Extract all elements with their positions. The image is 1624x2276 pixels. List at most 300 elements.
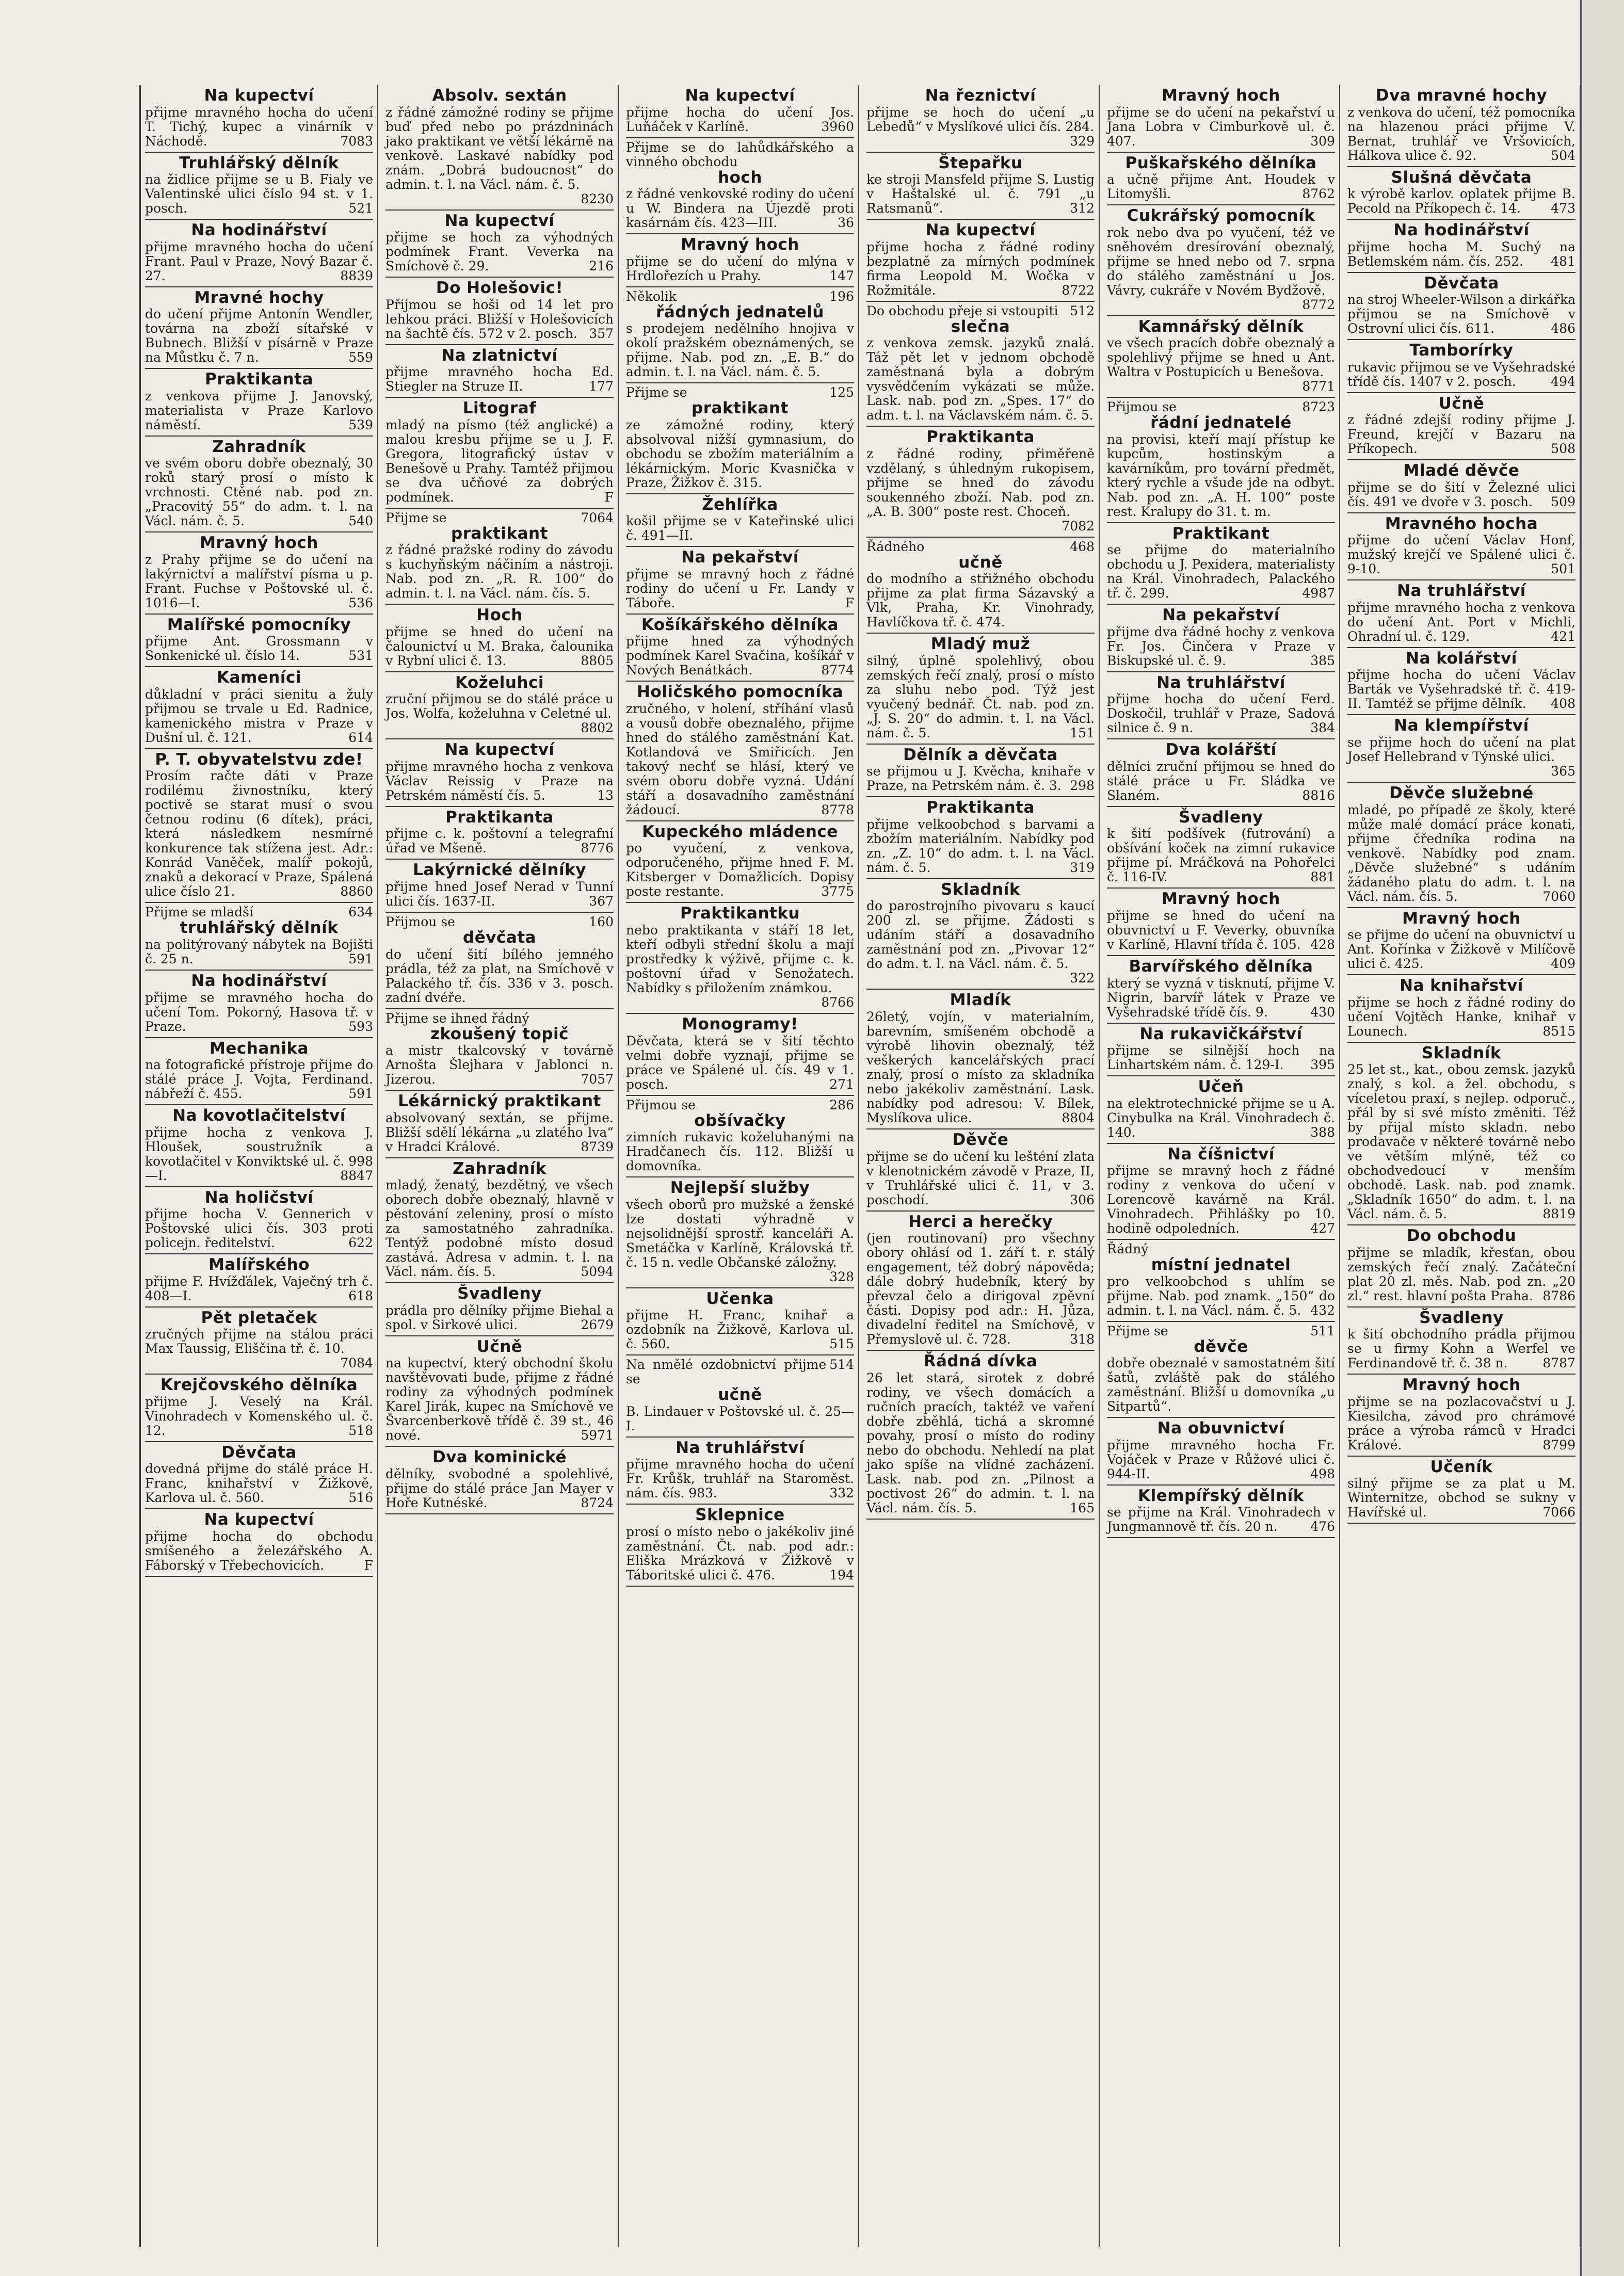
ad-body	[1347, 360, 1575, 389]
classified-ad	[866, 302, 1095, 427]
ad-heading: Tamborírky	[1409, 341, 1514, 360]
ad-body	[145, 1327, 373, 1370]
ad-text: absolvovaný sextán, se přijme. Bližší sdělí lékárna „u zlatého lva“ v Hradci Králové.	[385, 1110, 614, 1154]
ad-intro	[626, 1098, 854, 1112]
classified-ad	[626, 903, 854, 1014]
ad-text: přijme c. k. poštovní a telegrafní úřad ve Mšeně.	[385, 826, 614, 856]
classified-ad	[1347, 1308, 1575, 1375]
ad-intro-text: Řádného	[866, 539, 925, 554]
ad-intro-text: Přijme se do lahůdkářského a vinného obchodu	[626, 139, 854, 169]
ad-intro	[866, 304, 1095, 318]
ad-number: 432	[1310, 1302, 1335, 1318]
ad-heading: Lékárnický praktikant	[398, 1092, 601, 1111]
classified-ad	[626, 383, 854, 494]
ad-heading: Mravný hoch	[681, 235, 799, 254]
classified-ad	[1347, 648, 1575, 716]
ad-body	[385, 230, 614, 273]
classified-ad	[626, 1438, 854, 1505]
ad-number: 8230	[581, 191, 614, 206]
ad-number: 194	[829, 1567, 854, 1583]
classified-ad	[145, 615, 373, 668]
classified-ad	[145, 532, 373, 615]
classified-ad	[385, 739, 614, 807]
ad-number: 147	[829, 268, 854, 283]
ad-text: do učení šití bílého jemného prádla, též za plat, na Smíchově v Palackého tř. čís. 336 v 3. posch. zadní dvéře.	[385, 946, 614, 1005]
ad-heading: Na holičství	[204, 1188, 314, 1207]
classified-ad	[1107, 523, 1335, 605]
ad-number: 408	[1551, 696, 1575, 712]
ad-number: 177	[589, 379, 614, 394]
ad-body	[1347, 187, 1575, 216]
ad-body	[1107, 692, 1335, 735]
ad-body	[866, 172, 1095, 216]
ad-number: 7084	[340, 1355, 373, 1371]
classified-ad	[1107, 205, 1335, 316]
ad-number: 591	[348, 951, 373, 967]
classified-ad	[385, 807, 614, 860]
ad-text: zimních rukavic koželuhanými na Hradčanech čís. 112. Bližší u domovníka.	[626, 1129, 854, 1174]
ad-body	[1347, 413, 1575, 456]
ad-body	[385, 1303, 614, 1332]
ad-text: k výrobě karlov. oplatek přijme B. Pecold na Příkopech č. 14.	[1347, 186, 1575, 216]
ad-text: přijme se mravného hocha do učení Tom. Pokorný, Hasova tř. v Praze.	[145, 990, 373, 1034]
ad-body	[385, 1467, 614, 1510]
classified-ad	[1107, 1076, 1335, 1144]
column-2	[381, 85, 619, 2247]
ad-text: přijme hocha z venkova J. Hloušek, soustružník a kovotlačitel v Konviktské ul. č. 998—I.	[145, 1124, 373, 1183]
ad-number: 8766	[821, 995, 854, 1010]
classified-ad	[1347, 715, 1575, 783]
classified-ad	[1107, 956, 1335, 1024]
ad-heading: Na obuvnictví	[1157, 1419, 1285, 1438]
ad-number: 8724	[581, 1495, 614, 1510]
ad-body	[866, 899, 1095, 986]
classified-ad	[1107, 85, 1335, 153]
ad-text: přijme se do učení na pekařství u Jana Lobra v Cimburkově ul. č. 407.	[1107, 104, 1335, 149]
ad-heading: Mladé děvče	[1403, 461, 1520, 480]
ad-body	[1347, 293, 1575, 336]
ad-heading: Zahradník	[453, 1159, 546, 1178]
ad-heading: Děvčata	[221, 1443, 297, 1462]
ad-text: a učně přijme Ant. Houdek v Litomyšli.	[1107, 172, 1335, 202]
ad-body	[1347, 1327, 1575, 1370]
ad-heading: Štepařku	[938, 153, 1023, 172]
ad-text: ze zámožné rodiny, který absolvoval nižší gymnasium, do obchodu se zbožím materiálním a lékárnickým. Moric Kvasnička v Praze, Žižkov č. 315.	[626, 417, 854, 490]
ad-body	[145, 1207, 373, 1250]
ad-intro-text: Do obchodu přeje si vstoupiti	[866, 303, 1058, 318]
ad-number: 7060	[1542, 889, 1575, 904]
ad-heading: Truhlářský dělník	[179, 153, 339, 172]
classified-ad	[385, 345, 614, 398]
classified-ad	[1347, 1043, 1575, 1226]
ad-heading: Kameníci	[217, 668, 301, 687]
ad-number: 501	[1551, 561, 1575, 577]
ad-heading: Děvče	[952, 1131, 1009, 1150]
ad-heading: Kupeckého mládence	[642, 822, 838, 841]
ad-number: 8515	[1542, 1023, 1575, 1039]
ad-intro-text: Na nmělé ozdobnictví přijme se	[626, 1357, 827, 1387]
ad-text: který se vyzná v tisknutí, přijme V. Nigrin, barvíř látek v Praze ve Vyšehradské třídě čís. 9.	[1107, 975, 1335, 1020]
ad-number: 7066	[1542, 1505, 1575, 1520]
ad-number: 385	[1310, 653, 1335, 668]
ad-number: 298	[1070, 778, 1095, 794]
ad-body	[385, 298, 614, 341]
ad-text: se přijme do materialního obchodu u J. Pexidera, materialisty na Král. Vinohradech, Palackého tř. č. 299.	[1107, 542, 1335, 601]
ad-number: 614	[348, 730, 373, 745]
classified-ad	[866, 220, 1095, 302]
ad-heading: Na číšnictví	[1167, 1144, 1275, 1164]
ad-body	[1107, 172, 1335, 201]
ad-heading: Zahradník	[212, 437, 306, 456]
classified-ad	[145, 749, 373, 903]
classified-ad	[866, 538, 1095, 634]
ad-number: 8847	[340, 1168, 373, 1183]
ad-intro	[145, 905, 373, 919]
ad-text: se přijme hoch do učení na plat Josef Hellebrand v Týnské ulici.	[1347, 735, 1575, 765]
classified-ad	[626, 1288, 854, 1356]
classified-ad	[626, 287, 854, 384]
ad-heading: Na pekařství	[681, 548, 799, 567]
ad-number: 319	[1070, 860, 1095, 875]
ad-text: mladý, ženatý, bezdětný, ve všech oborech dobře obeznalý, hlavně v pěstování zeleniny, prosí o místo za samostatného zahradníka. Tentýž podobné místo dosud zastává. Adresa v admin. t. l. na Václ. nám. čís. 5.	[385, 1177, 614, 1280]
ad-number: 481	[1551, 253, 1575, 269]
classified-ad	[385, 913, 614, 1009]
classified-ad	[1107, 1024, 1335, 1077]
classified-ad	[1107, 672, 1335, 740]
classified-ad	[385, 605, 614, 672]
ad-body	[626, 1034, 854, 1092]
ad-heading: Na hodinářství	[191, 221, 327, 240]
classified-ad	[145, 1038, 373, 1106]
ad-heading: Praktikant	[1172, 524, 1270, 543]
ad-number: 428	[1310, 937, 1335, 953]
ad-intro-text: Několik	[626, 288, 677, 304]
ad-intro-text: Přijme se	[626, 385, 687, 400]
ad-heading: Malířské pomocníky	[167, 615, 351, 634]
classified-ad	[385, 85, 614, 211]
ad-heading: Dva kolářští	[1165, 740, 1277, 760]
ad-text: rok nebo dva po vyučení, též ve sněhovém dresírování obeznalý, přijme se hned nebo od 7. srpna do stálého zaměstnání u Jos. Vávry, cukráře v Novém Bydžově.	[1107, 224, 1335, 298]
ad-number: 468	[1070, 539, 1095, 554]
ad-heading: Na kolářství	[1406, 649, 1517, 668]
ad-body	[385, 827, 614, 855]
classified-ad	[145, 220, 373, 287]
ad-number: 8839	[340, 268, 373, 283]
classified-ad	[385, 672, 614, 740]
ad-number: 494	[1551, 374, 1575, 389]
ad-heading: Na kupectví	[685, 86, 795, 105]
ad-body	[626, 841, 854, 899]
ad-number: 3775	[821, 884, 854, 899]
ad-number: 591	[348, 1086, 373, 1102]
ad-heading: Na kupectví	[204, 1510, 314, 1529]
ad-body	[385, 760, 614, 803]
ad-number: 2679	[581, 1317, 614, 1332]
ad-body	[626, 923, 854, 1010]
ad-heading: Učně	[476, 1337, 523, 1356]
classified-ad	[1107, 1240, 1335, 1322]
ad-heading: hoch	[718, 168, 762, 187]
ad-body	[866, 764, 1095, 793]
ad-body	[1107, 1356, 1335, 1414]
ad-number: 3960	[821, 119, 854, 134]
classified-ad	[385, 1447, 614, 1514]
ad-number: 539	[348, 417, 373, 432]
ad-heading: učně	[718, 1385, 762, 1405]
ad-intro	[626, 289, 854, 304]
ad-body	[1107, 976, 1335, 1020]
ad-text: zručných přijme na stálou práci Max Taussig, Eliščina tř. č. 10.	[145, 1327, 373, 1357]
ad-body	[1107, 105, 1335, 149]
ad-text: košil přijme se v Kateřinské ulici č. 491—II.	[626, 513, 854, 543]
ad-heading: Na truhlářství	[676, 1438, 805, 1457]
ad-heading: Na rukavičkářství	[1139, 1024, 1303, 1043]
ad-body	[1347, 105, 1575, 163]
ad-text: na elektrotechnické přijme se u A. Cinybulka na Král. Vinohradech č. 140.	[1107, 1095, 1335, 1140]
classified-ad	[1347, 783, 1575, 908]
ad-text: po vyučení, z venkova, odporučeného, přijme hned F. M. Kitsberger v Domažlicích. Dopisy poste restante.	[626, 841, 854, 899]
ad-number: 473	[1551, 201, 1575, 216]
ad-body	[385, 692, 614, 735]
ad-number: 329	[1070, 133, 1095, 149]
ad-body	[1107, 1505, 1335, 1534]
ad-text: přijme se mravný hoch z řádné rodiny do učení u Fr. Landy v Táboře.	[626, 566, 854, 610]
ad-body	[626, 1308, 854, 1351]
ad-body	[1107, 827, 1335, 884]
classified-ad	[1107, 316, 1335, 398]
classified-ad	[145, 903, 373, 971]
classified-ad	[145, 971, 373, 1038]
classified-ad	[626, 1177, 854, 1288]
ad-intro-text: Přijme se	[1107, 1323, 1168, 1338]
ad-number: 388	[1310, 1124, 1335, 1140]
ad-heading: Řádná dívka	[923, 1352, 1038, 1371]
ad-number: 196	[829, 288, 854, 304]
ad-heading: Do Holešovic!	[436, 279, 564, 298]
ad-body	[1347, 480, 1575, 509]
ad-text: na židlice přijme se u B. Fialy ve Valentinské ulici číslo 94 st. v 1. posch.	[145, 172, 373, 216]
ad-text: pro velkoobchod s uhlím se přijme. Nab. pod znamk. „150“ do admin. t. l. na Václ. nám. č. 5.	[1107, 1273, 1335, 1318]
ad-body	[1107, 336, 1335, 394]
classified-ad	[385, 211, 614, 278]
ad-intro	[626, 1358, 854, 1386]
classified-ad	[866, 745, 1095, 798]
ad-heading: Děvče služebné	[1389, 784, 1534, 803]
ad-text: z Prahy přijme se do učení na lakýrnictví a malířství písma u p. Frant. Fuchse v Poštovské ul. č. 1016—I.	[145, 552, 373, 610]
ad-number: 508	[1551, 441, 1575, 457]
ad-number: 593	[348, 1019, 373, 1034]
ad-number: 881	[1310, 869, 1335, 885]
ad-heading: Na hodinářství	[1393, 221, 1530, 240]
ad-body	[1347, 601, 1575, 644]
ad-number: 5094	[581, 1264, 614, 1280]
ad-text: přijme se mravný hoch z řádné rodiny z venkova do učení v Lorencově kavárně na Král. Vinohradech. Přihlášky po 10. hodině odpoledních.	[1107, 1163, 1335, 1236]
ad-heading: Mechanika	[210, 1039, 309, 1058]
ad-text: a mistr tkalcovský v továrně Arnošta Šlejhara v Jablonci n. Jizerou.	[385, 1043, 614, 1087]
ad-heading: děvčata	[463, 928, 536, 947]
ad-heading: Krejčovského dělníka	[160, 1376, 358, 1395]
ad-number: 160	[589, 914, 614, 930]
ad-intro	[1107, 1242, 1335, 1256]
ad-heading: Pět pletaček	[201, 1308, 317, 1327]
ad-number: 125	[829, 385, 854, 400]
classified-ad	[1107, 1418, 1335, 1486]
ad-heading: Dva kominické	[432, 1448, 567, 1467]
ad-heading: Cukrářský pomocník	[1127, 206, 1315, 225]
classified-ad	[626, 1355, 854, 1438]
ad-body	[145, 1529, 373, 1573]
classified-ad	[626, 547, 854, 615]
ad-heading: Švadleny	[457, 1284, 542, 1303]
ad-body	[626, 1130, 854, 1173]
ad-heading: Na truhlářství	[1156, 673, 1285, 692]
ad-heading: Monogramy!	[682, 1015, 798, 1034]
ad-heading: Skladník	[1422, 1043, 1501, 1062]
ad-body	[145, 1462, 373, 1505]
classified-ad	[866, 797, 1095, 879]
ad-text: přijme mravného hocha z venkova Václav Reissig v Praze na Petrském náměstí čís. 5.	[385, 758, 614, 803]
ad-text: přijme hocha do obchodu smíšeného a železářského A. Fáborský v Třebechovicích.	[145, 1528, 373, 1573]
column-3	[622, 85, 859, 2247]
ad-body	[1107, 1164, 1335, 1236]
classified-ad	[145, 85, 373, 153]
ad-body	[145, 1125, 373, 1183]
ad-text: prosí o místo nebo o jakékoliv jiné zaměstnání. Čt. nab. pod adr.: Eliška Mrázková v Žižkově v Táboritské ulici č. 476.	[626, 1524, 854, 1583]
ad-body	[1347, 1062, 1575, 1221]
ad-number: 421	[1551, 628, 1575, 644]
ad-body	[1107, 543, 1335, 601]
ad-text: přijme mravného hocha do učení Frant. Paul v Praze, Nový Bazar č. 27.	[145, 239, 373, 283]
ad-number: 514	[829, 1357, 854, 1373]
ad-intro-text: Přijme se ihned řádný	[385, 1010, 529, 1026]
ad-body	[145, 172, 373, 216]
ad-body	[626, 1525, 854, 1583]
ad-heading: Barvířského dělníka	[1129, 957, 1313, 976]
ad-heading: Sklepnice	[695, 1506, 785, 1525]
classified-ad	[145, 369, 373, 437]
ad-heading: Na řeznictví	[925, 86, 1036, 105]
ad-body	[626, 1457, 854, 1500]
ad-number: F	[845, 595, 854, 610]
ad-text: přijme se na pozlacovačství u J. Kiesilcha, závod pro chrámové práce a výroba rámců v Hradci Králové.	[1347, 1394, 1575, 1452]
ad-text: přijme hocha M. Suchý na Betlemském nám. čís. 252.	[1347, 239, 1575, 269]
ad-text: přijme mravného hocha Fr. Vojáček v Praze v Růžové ulici č. 944-II.	[1107, 1437, 1335, 1481]
ad-body	[1347, 803, 1575, 904]
ad-text: z řádné pražské rodiny do závodu s kuchyňským náčiním a nástroji. Nab. pod zn. „R. R. 100“ do admin. t. l. na Václ. nám. čís. 5.	[385, 542, 614, 601]
ad-body	[626, 567, 854, 610]
classified-ad	[626, 85, 854, 138]
ad-number: 511	[1310, 1323, 1335, 1338]
ad-text: přijme se hoch za výhodných podmínek Frant. Veverka na Smíchově č. 29.	[385, 230, 614, 274]
ad-heading: učně	[958, 553, 1003, 572]
ad-body	[145, 991, 373, 1034]
ad-heading: Na pekařství	[1162, 606, 1280, 625]
ad-text: na fotografické přístroje přijme do stálé práce J. Vojta, Ferdinand. nábřeží č. 455.	[145, 1057, 373, 1102]
ad-body	[866, 1371, 1095, 1515]
ad-heading: Klempířský dělník	[1138, 1486, 1304, 1505]
ad-heading: Mravný hoch	[1402, 909, 1521, 928]
ad-intro	[626, 140, 854, 169]
ad-body	[1107, 432, 1335, 519]
ad-body	[866, 105, 1095, 149]
classified-ad	[385, 1336, 614, 1447]
ad-body	[145, 687, 373, 745]
ad-text: přijme hocha do učení Jos. Luňáček v Karlíně.	[626, 104, 854, 134]
ad-number: 286	[829, 1097, 854, 1112]
ad-text: zručného, v holení, stříhání vlasů a vousů dobře obeznalého, přijme hned do stálého zaměstnání Kat. Kotlandová ve Smiřicích. Jen takový nechť se hlásí, který ve svém oboru dobře vyzná. Udání stáří a dosavadního zaměstnání žádoucí.	[626, 701, 854, 817]
ad-text: se přijme do učení na obuvnictví u Ant. Kořínka v Žižkově v Milíčově ulici č. 425.	[1347, 927, 1575, 972]
ad-body	[626, 634, 854, 677]
ad-text: z řádné rodiny, přiměřeně vzdělaný, s úhledným rukopisem, přijme se hned do závodu soukenného zboží. Nab. pod zn. „A. B. 300“ poste rest. Choceň.	[866, 446, 1095, 519]
ad-number: 8776	[581, 841, 614, 856]
ad-text: z venkova přijme J. Janovský, materialista v Praze Karlovo náměstí.	[145, 388, 373, 432]
ad-number: 332	[829, 1486, 854, 1501]
classified-ad	[145, 1105, 373, 1187]
ad-body	[1107, 1274, 1335, 1318]
ad-text: ve všech pracích dobře obeznalý a spolehlivý přijme se hned u Ant. Waltra v Postupicích u Benešova.	[1107, 335, 1335, 380]
ad-body	[145, 456, 373, 528]
ad-number: 395	[1310, 1057, 1335, 1073]
classified-ad	[1347, 340, 1575, 393]
classified-ad	[626, 821, 854, 903]
classified-ad	[385, 1009, 614, 1091]
ad-number: 540	[348, 513, 373, 529]
ad-text: důkladní v práci sienitu a žuly přijmou se trvale u Ed. Radnice, kamenického mistra v Praze v Dušní ul. č. 121.	[145, 686, 373, 745]
ad-heading: Děvčata	[1424, 273, 1499, 293]
ad-body	[145, 307, 373, 365]
ad-heading: Mravný hoch	[1162, 86, 1280, 105]
ad-number: 322	[1070, 971, 1095, 986]
ad-body	[385, 365, 614, 394]
classified-ad	[866, 990, 1095, 1129]
ad-heading: Na kovotlačitelství	[172, 1106, 346, 1125]
classified-ad	[385, 860, 614, 913]
ad-number: 8723	[1302, 399, 1335, 415]
ad-body	[866, 336, 1095, 423]
ad-text: Děvčata, která se v šití těchto velmi dobře vyznají, přijme se práce ve Spálené ul. čís. 49 v 1. posch.	[626, 1033, 854, 1092]
ad-text: k šití podšívek (futrování) a obšívání koček na zimní rukavice přijme pí. Mráčková na Pohořelci č. 116-IV.	[1107, 826, 1335, 885]
ad-text: přijme hocha z řádné rodiny bezplatně za mírných podmínek firma Leopold M. Wočka v Rožmitále.	[866, 239, 1095, 298]
classified-ad	[1347, 167, 1575, 220]
adjacent-page-strip	[1583, 0, 1624, 2276]
classified-ad	[1347, 220, 1575, 273]
ad-number: 4987	[1302, 586, 1335, 601]
ad-text: přijme hocha do učení Václav Barták ve Vyšehradské tř. č. 419-II. Tamtéž se přijme dělník.	[1347, 667, 1575, 712]
classified-ad	[385, 1158, 614, 1284]
classified-ad	[1347, 273, 1575, 341]
ad-heading: Na kupectví	[444, 211, 555, 230]
ad-body	[1347, 928, 1575, 971]
ad-heading: Malířského	[208, 1255, 310, 1274]
ad-body	[385, 625, 614, 668]
ad-heading: Dva mravné hochy	[1375, 86, 1548, 105]
ad-body	[1107, 625, 1335, 668]
ad-body	[626, 105, 854, 134]
ad-text: se přijmou u J. Kvěcha, knihaře v Praze, na Petrském nám. č. 3.	[866, 764, 1095, 794]
ad-body	[145, 769, 373, 899]
ad-body	[626, 1198, 854, 1284]
ad-heading: Švadleny	[1179, 808, 1263, 827]
ad-body	[385, 543, 614, 601]
ad-text: B. Lindauer v Poštovské ul. č. 25—I.	[626, 1403, 854, 1433]
ad-number: 409	[1551, 956, 1575, 972]
ad-number: 8778	[821, 802, 854, 817]
ad-body	[1347, 1246, 1575, 1303]
ad-text: všech oborů pro mužské a ženské lze dostati výhradně v nejsolidnější sprostř. kanceláři A. Smetáčka v Karlíně, Královská tř. č. 15 n. vedle Občanské záložny.	[626, 1197, 854, 1270]
ad-number: 7064	[581, 510, 614, 525]
classified-ad	[385, 398, 614, 509]
ad-heading: řádní jednatelé	[1150, 413, 1292, 432]
